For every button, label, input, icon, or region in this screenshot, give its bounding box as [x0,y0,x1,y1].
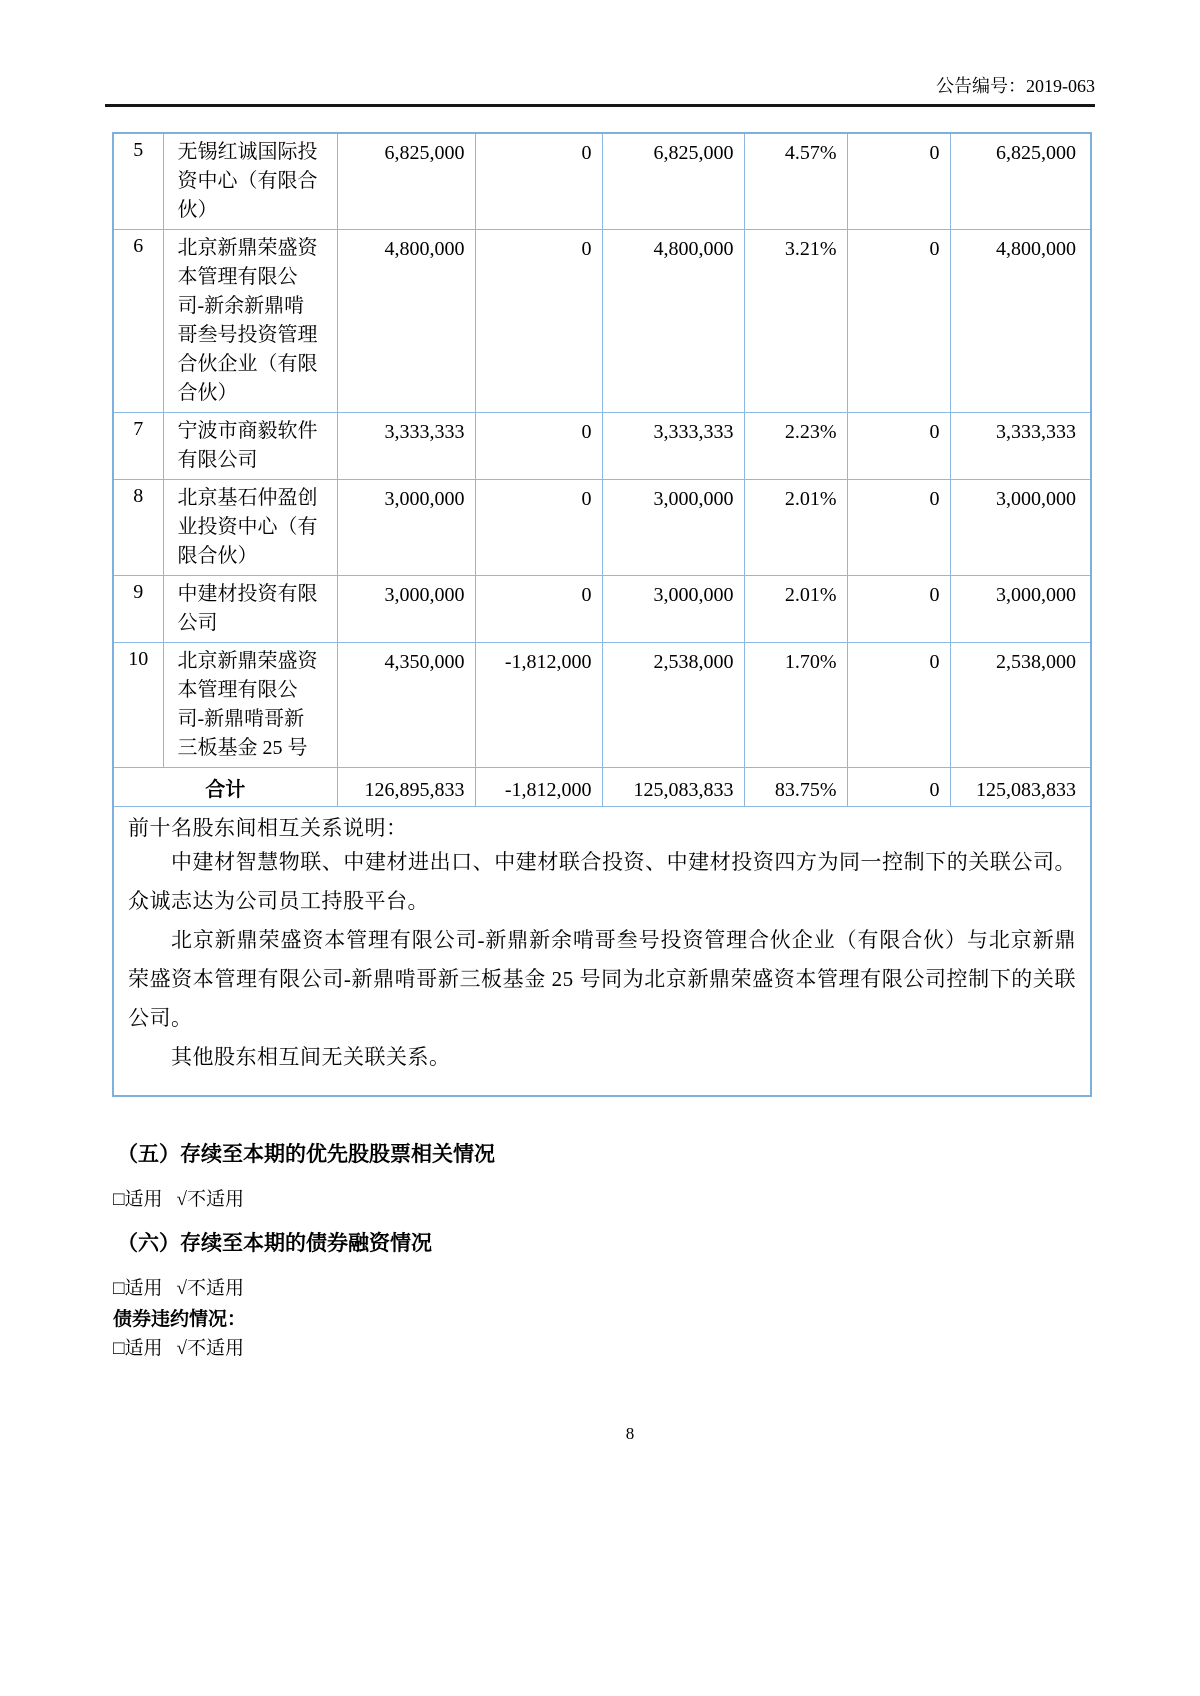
unrestricted-value: 3,000,000 [950,480,1091,576]
share-ratio-value: 4.57% [744,133,847,230]
applicability-line [113,1189,1200,1211]
table-row [113,133,1091,230]
not-applicable-label: 不适用 [186,1338,244,1359]
shares-change-value: 0 [475,230,602,413]
section-number: （五） [117,1142,180,1166]
not-applicable-label: 不适用 [186,1189,244,1210]
shares-end-value: 3,000,000 [602,576,744,643]
share-ratio-value: 2.01% [744,480,847,576]
total-label: 合计 [113,768,337,807]
table-row [113,576,1091,643]
shares-change-value: -1,812,000 [475,643,602,768]
pledged-value: 0 [847,643,950,768]
shares-begin-value: 3,000,000 [337,576,475,643]
shares-begin-value: 3,333,333 [337,413,475,480]
shareholder-table [112,132,1092,1097]
pledged-value: 0 [847,133,950,230]
unrestricted-value: 3,000,000 [950,576,1091,643]
shares-begin-value: 4,350,000 [337,643,475,768]
shares-begin-value: 3,000,000 [337,480,475,576]
shareholder-name: 北京基石仲盈创业投资中心（有限合伙） [163,480,337,576]
checkbox-unchecked-icon: □ [113,1189,125,1210]
not-applicable-label: 不适用 [186,1278,244,1299]
pledged-value: 0 [847,480,950,576]
section-heading-5 [117,1142,1200,1167]
shareholder-name: 北京新鼎荣盛资本管理有限公司-新余新鼎啃哥叁号投资管理合伙企业（有限合伙） [163,230,337,413]
notes-paragraph: 北京新鼎荣盛资本管理有限公司-新鼎新余啃哥叁号投资管理合伙企业（有限合伙）与北京新鼎荣盛资本管理有限公司-新鼎啃哥新三板基金 25 号同为北京新鼎荣盛资本管理有限公司控制下的关联公司。 [128,928,1076,1030]
share-ratio-value: 2.01% [744,576,847,643]
applicability-line [113,1338,1200,1360]
shares-end-value: 3,000,000 [602,480,744,576]
applicability-line [113,1278,1200,1300]
doc-number: 公告编号：2019-063 [936,76,1095,96]
shares-begin-value: 4,800,000 [337,230,475,413]
total-shares-change: -1,812,000 [475,768,602,807]
header-rule [105,104,1095,107]
share-ratio-value: 1.70% [744,643,847,768]
pledged-value: 0 [847,230,950,413]
checkbox-unchecked-icon: □ [113,1278,125,1299]
row-index: 9 [113,576,163,643]
share-ratio-value: 3.21% [744,230,847,413]
applicable-label: 适用 [124,1189,163,1210]
notes-paragraph: 中建材智慧物联、中建材进出口、中建材联合投资、中建材投资四方为同一控制下的关联公司。众诚志达为公司员工持股平台。 [128,850,1076,913]
notes-title: 前十名股东间相互关系说明： [128,816,408,840]
shares-begin-value: 6,825,000 [337,133,475,230]
section-heading-6 [117,1231,1200,1256]
shares-change-value: 0 [475,576,602,643]
applicable-label: 适用 [124,1338,163,1359]
row-index: 7 [113,413,163,480]
unrestricted-value: 2,538,000 [950,643,1091,768]
pledged-value: 0 [847,413,950,480]
shares-end-value: 4,800,000 [602,230,744,413]
page-number: 8 [625,1424,635,1443]
checkmark-icon: √ [176,1278,187,1299]
checkmark-icon: √ [176,1189,187,1210]
table-row [113,480,1091,576]
total-shares-begin: 126,895,833 [337,768,475,807]
shareholder-name: 中建材投资有限公司 [163,576,337,643]
unrestricted-value: 6,825,000 [950,133,1091,230]
row-index: 6 [113,230,163,413]
section-title: 存续至本期的债券融资情况 [180,1231,432,1255]
shares-end-value: 3,333,333 [602,413,744,480]
section-title: 存续至本期的优先股股票相关情况 [180,1142,495,1166]
shares-change-value: 0 [475,133,602,230]
shareholder-name: 无锡红诚国际投资中心（有限合伙） [163,133,337,230]
section-number: （六） [117,1231,180,1255]
total-shares-end: 125,083,833 [602,768,744,807]
bond-default-label: 债券违约情况： [113,1309,247,1330]
total-row [113,768,1091,807]
total-share-ratio: 83.75% [744,768,847,807]
shareholder-name: 北京新鼎荣盛资本管理有限公司-新鼎啃哥新三板基金 25 号 [163,643,337,768]
checkmark-icon: √ [176,1338,187,1359]
shares-change-value: 0 [475,480,602,576]
total-pledged: 0 [847,768,950,807]
shares-end-value: 6,825,000 [602,133,744,230]
table-row [113,413,1091,480]
shares-end-value: 2,538,000 [602,643,744,768]
shareholder-name: 宁波市商毅软件有限公司 [163,413,337,480]
pledged-value: 0 [847,576,950,643]
table-row [113,643,1091,768]
checkbox-unchecked-icon: □ [113,1338,125,1359]
applicable-label: 适用 [124,1278,163,1299]
unrestricted-value: 3,333,333 [950,413,1091,480]
row-index: 10 [113,643,163,768]
total-unrestricted: 125,083,833 [950,768,1091,807]
share-ratio-value: 2.23% [744,413,847,480]
table-row [113,230,1091,413]
row-index: 8 [113,480,163,576]
notes-row [113,807,1091,1097]
row-index: 5 [113,133,163,230]
unrestricted-value: 4,800,000 [950,230,1091,413]
relationship-notes [113,807,1091,1097]
notes-paragraph: 其他股东相互间无关联关系。 [171,1045,451,1069]
shares-change-value: 0 [475,413,602,480]
